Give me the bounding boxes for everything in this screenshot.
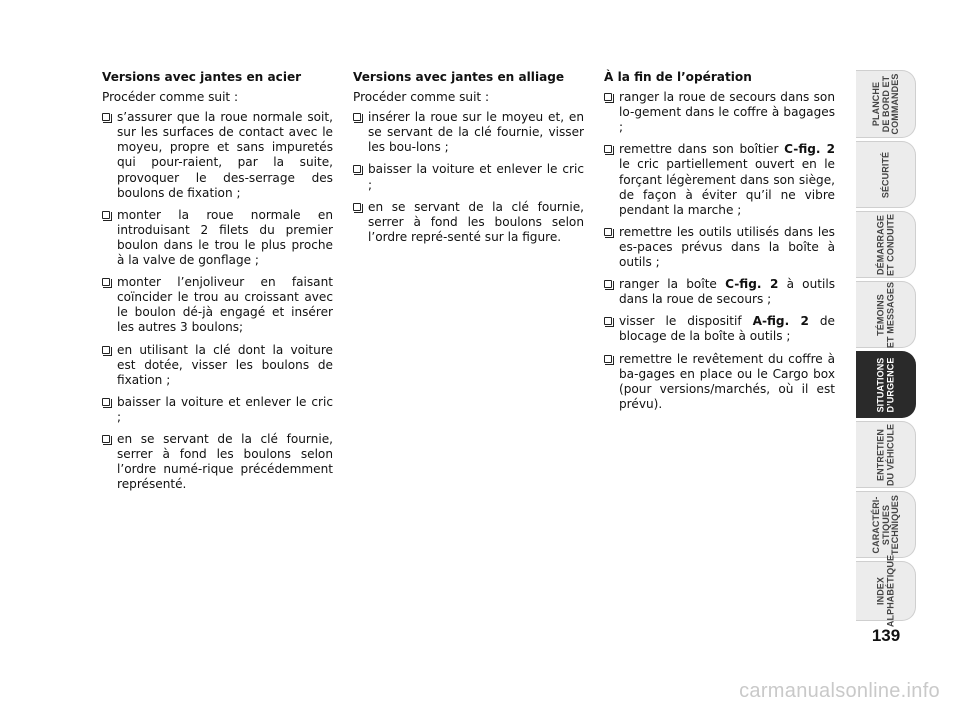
- checkbox-bullet-icon: [604, 145, 612, 153]
- checkbox-bullet-icon: [604, 317, 612, 325]
- tab-label: ENTRETIEN DU VÉHICULE: [875, 423, 895, 486]
- list-item-text: en utilisant la clé dont la voiture est dotée, visser les boulons de fixation ;: [117, 342, 333, 387]
- tab-label: PLANCHE DE BORD ET COMMANDES: [870, 73, 900, 135]
- checkbox-bullet-icon: [353, 165, 361, 173]
- list-item: visser le dispositif A-fig. 2 de blocage de la boîte à outils ;: [604, 314, 835, 344]
- column-alloy-rims: [353, 70, 584, 252]
- checkbox-bullet-icon: [353, 203, 361, 211]
- figure-reference: C-fig. 2: [725, 277, 779, 292]
- checkbox-bullet-icon: [102, 211, 110, 219]
- list-item: [353, 110, 584, 155]
- figure-reference: C-fig. 2: [784, 142, 836, 157]
- checkbox-bullet-icon: [353, 113, 361, 121]
- section-heading: Versions avec jantes en acier: [102, 70, 302, 84]
- checkbox-bullet-icon: [102, 346, 110, 354]
- list-item: [102, 110, 333, 201]
- checkbox-bullet-icon: [102, 278, 110, 286]
- checkbox-bullet-icon: [102, 435, 110, 443]
- tab-label: CARACTÉRI- STIQUES TECHNIQUES: [870, 494, 900, 555]
- tab-securite[interactable]: [856, 141, 916, 208]
- list-item: [102, 275, 333, 335]
- tab-label: SITUATIONS D’URGENCE: [875, 357, 895, 412]
- tab-situations-urgence[interactable]: [856, 351, 916, 418]
- figure-reference: A-fig. 2: [752, 314, 809, 329]
- list-item-text: monter la roue normale en introduisant 2 filets du premier boulon dans le trou le plus proche à la valve de gonflage ;: [117, 207, 333, 268]
- list-item: [102, 208, 333, 268]
- list-item-text: monter l’enjoliveur en faisant coïncider le trou au croissant avec le boulon dé-jà engagé et insérer les autres 3 boulons;: [117, 275, 333, 335]
- list-item: ranger la boîte C-fig. 2 à outils dans la roue de secours ;: [604, 277, 835, 307]
- tab-index[interactable]: [856, 554, 916, 628]
- list-item: [353, 200, 584, 245]
- section-intro: Procéder comme suit :: [353, 90, 490, 105]
- list-item-text: s’assurer que la roue normale soit, sur les surfaces de contact avec le moyeu, propre et sans impuretés qui pour-raient, par la suite, provoquer le des-serrage des boulons de fixation ;: [117, 110, 333, 200]
- list-item-text: en se servant de la clé fournie, serrer à fond les boulons selon l’ordre numé-rique précédemment représenté.: [117, 431, 333, 492]
- list-item-text: en se servant de la clé fournie, serrer à fond les boulons selon l’ordre repré-senté sur la figure.: [368, 199, 584, 244]
- list-item: [353, 162, 584, 192]
- column-end-of-operation: [604, 70, 835, 419]
- checkbox-bullet-icon: [604, 228, 612, 236]
- checkbox-bullet-icon: [604, 355, 612, 363]
- list-item-text: baisser la voiture et enlever le cric ;: [117, 394, 333, 424]
- tab-temoins[interactable]: [856, 281, 916, 348]
- list-item-text: baisser la voiture et enlever le cric ;: [368, 162, 584, 192]
- column-steel-rims: [102, 70, 333, 499]
- section-heading: À la fin de l’opération: [604, 70, 752, 84]
- page-number: 139: [871, 626, 901, 645]
- list-item: [102, 395, 333, 425]
- tab-label: DÉMARRAGE ET CONDUITE: [875, 213, 895, 276]
- list-item: [102, 343, 333, 388]
- list-item-text: insérer la roue sur le moyeu et, en se servant de la clé fournie, visser les bou-lons ;: [368, 110, 584, 155]
- checkbox-bullet-icon: [604, 93, 612, 101]
- section-intro: Procéder comme suit :: [102, 90, 239, 105]
- tab-demarrage[interactable]: [856, 211, 916, 278]
- list-item: remettre dans son boîtier C-fig. 2 le cric partiellement ouvert en le forçant légèrement dans son siège, de façon à éviter qu’il ne vibre pendant la marche ;: [604, 142, 835, 217]
- tab-planche-de-bord[interactable]: [856, 70, 916, 138]
- checkbox-bullet-icon: [102, 113, 110, 121]
- tab-caracteristiques[interactable]: [856, 491, 916, 558]
- list-item: remettre le revêtement du coffre à ba-gages en place ou le Cargo box (pour versions/marchés, où il est prévu).: [604, 352, 835, 412]
- checkbox-bullet-icon: [102, 398, 110, 406]
- list-item: remettre les outils utilisés dans les es-paces prévus dans la boîte à outils ;: [604, 225, 835, 270]
- tab-label: INDEX ALPHABÉTIQUE: [875, 554, 895, 628]
- tab-label: TÉMOINS ET MESSAGES: [875, 281, 895, 348]
- tab-label: SÉCURITÉ: [879, 151, 890, 198]
- section-heading: Versions avec jantes en alliage: [353, 70, 565, 84]
- list-item: [102, 432, 333, 492]
- tab-entretien[interactable]: [856, 421, 916, 488]
- checkbox-bullet-icon: [604, 280, 612, 288]
- list-item: ranger la roue de secours dans son lo-gement dans le coffre à bagages ;: [604, 90, 835, 135]
- watermark: carmanualsonline.info: [739, 680, 940, 702]
